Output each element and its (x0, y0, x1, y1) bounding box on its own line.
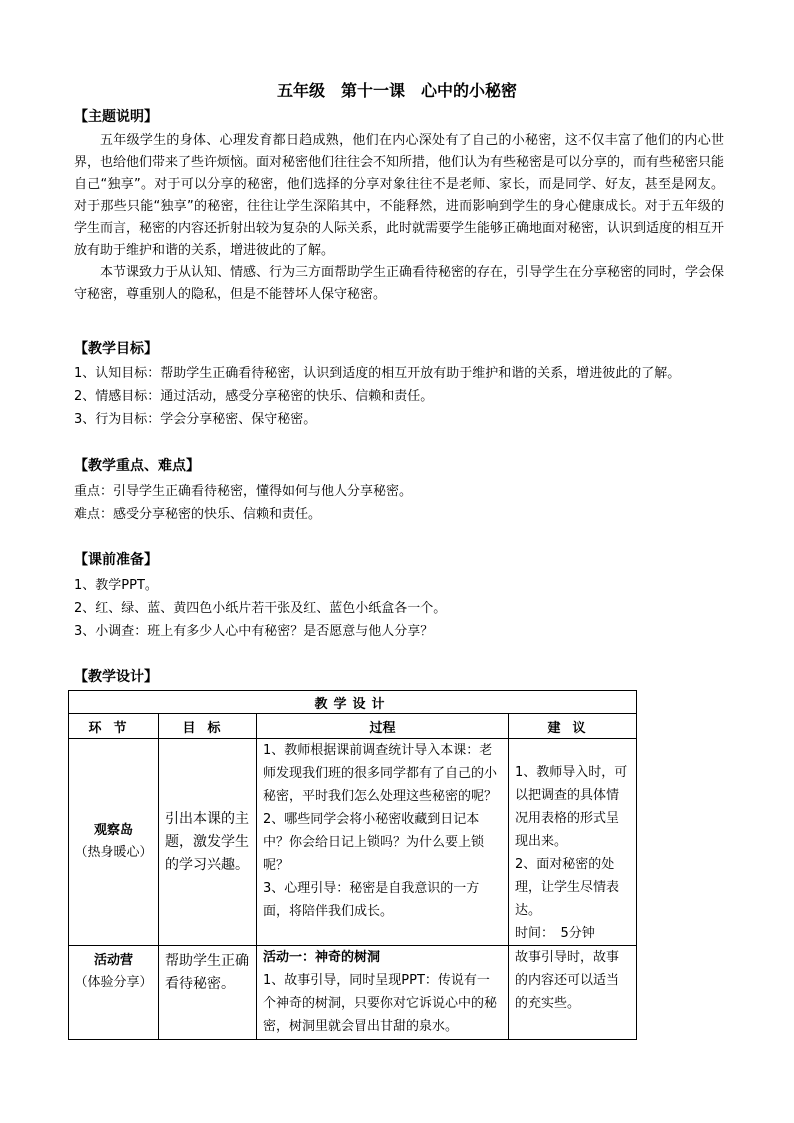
process-cell (257, 739, 509, 946)
preparation-item-2: 2、红、绿、蓝、黄四色小纸片若干张及红、蓝色小纸盒各一个。 (74, 601, 447, 616)
column-header-process: 过程 (257, 714, 509, 739)
preparation-heading: 【课前准备】 (74, 552, 158, 568)
section-subtitle: （热身暖心） (74, 845, 153, 860)
goals-heading: 【教学目标】 (74, 341, 158, 357)
section-cell (69, 946, 159, 1040)
theme-paragraph-2: 本节课致力于从认知、情感、行为三方面帮助学生正确看待秘密的存在，引导学生在分享秘密的同时，学会保守秘密，尊重别人的隐私，但是不能替坏人保守秘密。 (74, 265, 725, 302)
key-point-item: 重点：引导学生正确看待秘密，懂得如何与他人分享秘密。 (74, 484, 413, 499)
section-name: 活动营 (93, 953, 133, 968)
suggestion-cell (509, 946, 637, 1040)
suggestion-item: 时间： 5分钟 (515, 926, 595, 941)
difficult-point-item: 难点：感受分享秘密的快乐、信赖和责任。 (74, 507, 322, 522)
goal-item-1: 1、认知目标：帮助学生正确看待秘密，认识到适度的相互开放有助于维护和谐的关系，增进彼此的了解。 (74, 366, 681, 381)
lesson-title: 五年级 第十一课 心中的小秘密 (276, 81, 517, 100)
preparation-item-1: 1、教学PPT。 (74, 578, 158, 593)
goal-item-3: 3、行为目标：学会分享秘密、保守秘密。 (74, 412, 317, 427)
goal-cell: 引出本课的主题，激发学生的学习兴趣。 (159, 739, 257, 946)
column-header-suggestion: 建议 (509, 714, 637, 739)
key-points-heading: 【教学重点、难点】 (74, 458, 200, 474)
suggestion-item: 故事引导时，故事的内容还可以适当的充实些。 (515, 950, 620, 1011)
suggestion-item: 1、教师导入时，可以把调查的具体情况用表格的形式呈现出来。 (515, 765, 628, 849)
goal-item-2: 2、情感目标：通过活动，感受分享秘密的快乐、信赖和责任。 (74, 389, 434, 404)
process-step: 1、故事引导，同时呈现PPT：传说有一个神奇的树洞，只要你对它诉说心中的秘密，树洞里就会冒出甘甜的泉水。 (263, 973, 498, 1034)
process-step: 2、哪些同学会将小秘密收藏到日记本中？你会给日记上锁吗？为什么要上锁呢？ (263, 812, 485, 873)
column-header-stage: 环节 (69, 714, 159, 739)
design-table (68, 690, 637, 1040)
section-cell (69, 739, 159, 946)
goal-cell: 帮助学生正确看待秘密。 (159, 946, 257, 1040)
table-header-row (69, 714, 637, 739)
table-caption: 教学设计 (69, 691, 637, 714)
process-step: 1、教师根据课前调查统计导入本课：老师发现我们班的很多同学都有了自己的小秘密，平时我们怎么处理这些秘密的呢？ (263, 743, 498, 804)
table-row (69, 739, 637, 946)
suggestion-item: 2、面对秘密的处理，让学生尽情表达。 (515, 857, 620, 918)
theme-paragraph-1: 五年级学生的身体、心理发育都日趋成熟，他们在内心深处有了自己的小秘密，这不仅丰富了他们的内心世界，也给他们带来了些许烦恼。面对秘密他们往往会不知所措，他们认为有些秘密是可以分享的，而有些秘密只能自己“独享”。对于可以分享的秘密，他们选择的分享对象往往不是老师、家长，而是同学、好友，甚至是网友。对于那些只能“独享”的秘密，往往让学生深陷其中，不能释然，进而影响到学生的身心健康成长。对于五年级的学生而言，秘密的内容还折射出较为复杂的人际关系，此时就需要学生能够正确地面对秘密，认识到适度的相互开放有助于维护和谐的关系，增进彼此的了解。 (74, 133, 725, 258)
activity-title: 活动一：神奇的树洞 (263, 950, 381, 965)
section-subtitle: （体验分享） (74, 975, 153, 990)
column-header-goal: 目标 (159, 714, 257, 739)
table-row (69, 946, 637, 1040)
design-heading: 【教学设计】 (74, 669, 158, 685)
section-name: 观察岛 (93, 823, 133, 838)
suggestion-cell (509, 739, 637, 946)
process-cell (257, 946, 509, 1040)
preparation-item-3: 3、小调查：班上有多少人心中有秘密？是否愿意与他人分享？ (74, 624, 434, 639)
process-step: 3、心理引导：秘密是自我意识的一方面，将陪伴我们成长。 (263, 881, 480, 919)
theme-heading: 【主题说明】 (74, 109, 158, 125)
